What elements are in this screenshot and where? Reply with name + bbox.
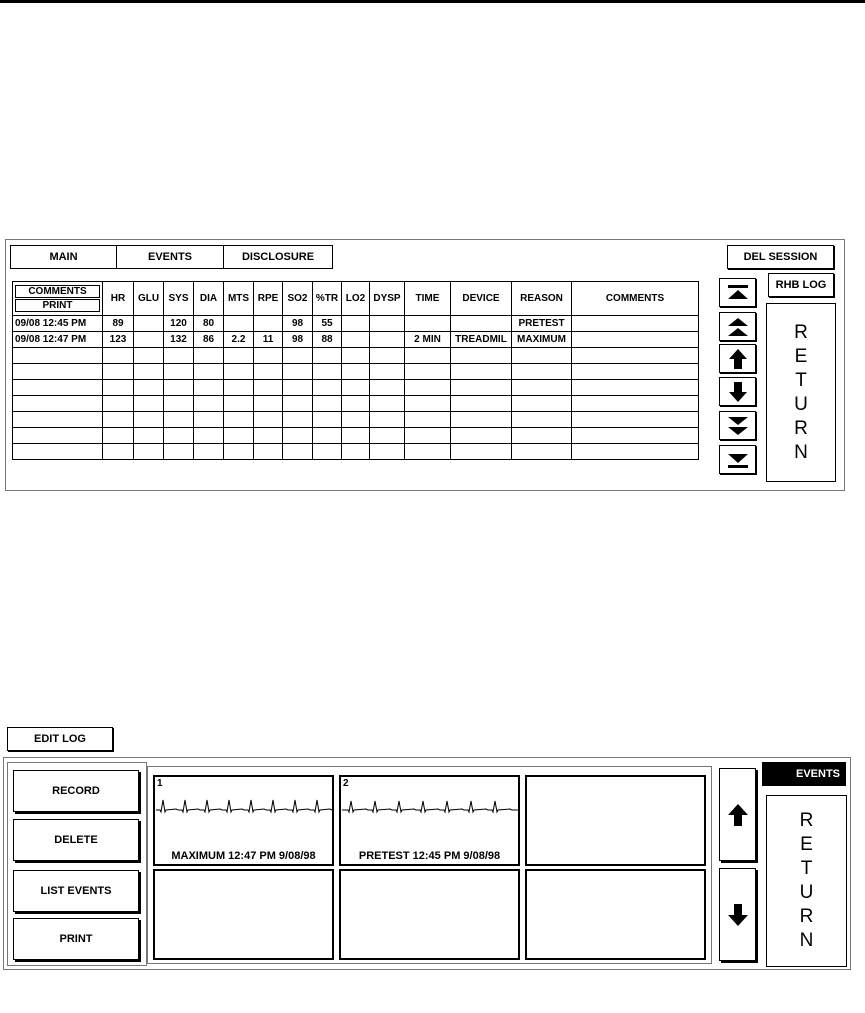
event-thumbnail[interactable] xyxy=(339,775,520,866)
scroll-bottom-button[interactable] xyxy=(719,445,756,474)
table-cell xyxy=(313,364,342,380)
arrow-up-icon xyxy=(728,348,748,370)
column-header: RPE xyxy=(254,282,283,316)
table-cell xyxy=(370,364,405,380)
table-cell xyxy=(342,412,370,428)
table-cell: 2 MIN xyxy=(405,332,451,348)
table-cell xyxy=(164,412,194,428)
table-cell: MAXIMUM xyxy=(512,332,572,348)
table-cell xyxy=(164,364,194,380)
table-cell xyxy=(512,348,572,364)
event-number: 2 xyxy=(343,778,349,789)
table-cell xyxy=(134,428,164,444)
print-button[interactable]: PRINT xyxy=(15,299,100,312)
table-cell xyxy=(283,396,313,412)
return-letter: E xyxy=(794,345,808,367)
table-cell xyxy=(103,428,134,444)
table-cell xyxy=(451,412,512,428)
row-datetime xyxy=(13,364,103,380)
table-cell xyxy=(254,412,283,428)
table-cell xyxy=(224,428,254,444)
return-letter: U xyxy=(799,882,814,903)
table-cell: TREADMIL xyxy=(451,332,512,348)
table-cell xyxy=(342,380,370,396)
comments-button[interactable]: COMMENTS xyxy=(15,285,100,298)
table-cell xyxy=(370,396,405,412)
table-cell xyxy=(194,348,224,364)
table-cell xyxy=(572,332,699,348)
return-letter: U xyxy=(794,393,808,415)
arrow-up-icon xyxy=(727,803,749,827)
table-cell xyxy=(342,428,370,444)
table-cell xyxy=(194,380,224,396)
table-cell xyxy=(224,380,254,396)
row-datetime xyxy=(13,380,103,396)
row-datetime: 09/08 12:45 PM xyxy=(13,316,103,332)
table-cell xyxy=(451,364,512,380)
table-cell xyxy=(451,428,512,444)
table-cell xyxy=(134,316,164,332)
arrow-up-button[interactable] xyxy=(719,344,756,373)
table-cell: 89 xyxy=(103,316,134,332)
table-cell xyxy=(313,396,342,412)
page-down-button[interactable] xyxy=(719,411,756,440)
table-cell xyxy=(342,396,370,412)
return-letter: N xyxy=(794,441,808,463)
table-cell xyxy=(164,428,194,444)
return-letter: T xyxy=(800,858,813,879)
arrow-down-icon xyxy=(728,381,748,403)
return-button[interactable] xyxy=(766,795,847,967)
table-header-row xyxy=(13,282,699,316)
table-cell xyxy=(103,412,134,428)
delete-button[interactable]: DELETE xyxy=(13,819,139,861)
table-cell xyxy=(342,332,370,348)
column-header: TIME xyxy=(405,282,451,316)
table-cell: 123 xyxy=(103,332,134,348)
rhb-log-panel xyxy=(5,239,845,491)
return-letter: E xyxy=(800,834,813,855)
table-cell: 120 xyxy=(164,316,194,332)
table-cell xyxy=(572,380,699,396)
table-row[interactable] xyxy=(13,396,699,412)
tab-main[interactable]: MAIN xyxy=(10,245,117,269)
table-cell xyxy=(164,380,194,396)
table-cell xyxy=(405,316,451,332)
table-cell xyxy=(370,380,405,396)
table-cell xyxy=(283,444,313,460)
table-cell xyxy=(342,364,370,380)
table-cell xyxy=(283,380,313,396)
table-cell xyxy=(572,412,699,428)
top-divider xyxy=(0,0,865,3)
table-cell xyxy=(342,316,370,332)
event-caption: PRETEST 12:45 PM 9/08/98 xyxy=(358,850,501,862)
table-cell xyxy=(370,348,405,364)
table-cell xyxy=(370,428,405,444)
event-thumbnail[interactable] xyxy=(153,775,334,866)
table-cell xyxy=(512,428,572,444)
row-datetime xyxy=(13,444,103,460)
event-thumbnail-grid xyxy=(147,766,712,964)
table-cell: 98 xyxy=(283,316,313,332)
column-header: MTS xyxy=(224,282,254,316)
table-cell: 2.2 xyxy=(224,332,254,348)
table-cell xyxy=(103,444,134,460)
table-cell xyxy=(134,380,164,396)
table-row[interactable] xyxy=(13,444,699,460)
column-header: GLU xyxy=(134,282,164,316)
list-events-button[interactable]: LIST EVENTS xyxy=(13,870,139,912)
table-cell xyxy=(254,380,283,396)
table-cell xyxy=(572,396,699,412)
table-cell xyxy=(254,396,283,412)
table-cell xyxy=(224,412,254,428)
table-cell xyxy=(194,444,224,460)
table-cell xyxy=(164,348,194,364)
arrow-down-button[interactable] xyxy=(719,377,756,406)
rhb-log-button[interactable]: RHB LOG xyxy=(768,273,834,297)
ecg-waveform xyxy=(342,795,518,815)
table-cell xyxy=(134,332,164,348)
table-cell xyxy=(103,364,134,380)
table-cell xyxy=(313,428,342,444)
column-header: DYSP xyxy=(370,282,405,316)
table-cell xyxy=(572,348,699,364)
column-header: SYS xyxy=(164,282,194,316)
table-cell xyxy=(134,364,164,380)
table-cell xyxy=(451,380,512,396)
event-caption: MAXIMUM 12:47 PM 9/08/98 xyxy=(171,850,316,862)
table-cell xyxy=(224,348,254,364)
events-label: EVENTS xyxy=(762,762,846,786)
table-cell xyxy=(512,412,572,428)
table-cell xyxy=(134,412,164,428)
row-datetime: 09/08 12:47 PM xyxy=(13,332,103,348)
table-cell: 98 xyxy=(283,332,313,348)
print-button[interactable]: PRINT xyxy=(13,918,139,960)
table-cell xyxy=(224,364,254,380)
table-cell xyxy=(283,348,313,364)
table-cell: 55 xyxy=(313,316,342,332)
event-number: 1 xyxy=(157,778,163,789)
table-row[interactable] xyxy=(13,348,699,364)
column-header: REASON xyxy=(512,282,572,316)
comments-print-header xyxy=(13,282,103,316)
ecg-waveform xyxy=(156,795,332,815)
return-letter: R xyxy=(799,810,814,831)
table-row[interactable] xyxy=(13,428,699,444)
table-cell xyxy=(512,364,572,380)
return-button[interactable] xyxy=(766,303,836,482)
table-cell xyxy=(194,412,224,428)
table-row[interactable] xyxy=(13,316,699,332)
row-datetime xyxy=(13,396,103,412)
table-cell xyxy=(313,380,342,396)
table-cell xyxy=(224,444,254,460)
tab-events[interactable]: EVENTS xyxy=(116,245,224,269)
table-cell xyxy=(572,428,699,444)
table-cell xyxy=(283,412,313,428)
column-header: COMMENTS xyxy=(572,282,699,316)
return-letter: R xyxy=(794,417,808,439)
column-header: LO2 xyxy=(342,282,370,316)
scroll-top-button[interactable] xyxy=(719,278,756,307)
page-up-button[interactable] xyxy=(719,312,756,341)
column-header: DIA xyxy=(194,282,224,316)
table-cell xyxy=(134,348,164,364)
table-cell: 132 xyxy=(164,332,194,348)
table-cell xyxy=(512,444,572,460)
table-row[interactable] xyxy=(13,364,699,380)
table-cell xyxy=(224,316,254,332)
table-cell xyxy=(313,412,342,428)
events-scroll-down-button[interactable] xyxy=(719,868,756,961)
column-header: SO2 xyxy=(283,282,313,316)
table-cell xyxy=(254,316,283,332)
table-cell xyxy=(370,316,405,332)
table-cell xyxy=(512,396,572,412)
table-cell xyxy=(405,380,451,396)
table-cell xyxy=(194,428,224,444)
table-cell xyxy=(254,364,283,380)
table-cell xyxy=(103,396,134,412)
table-cell xyxy=(451,444,512,460)
scroll-bottom-icon xyxy=(726,450,750,470)
table-cell xyxy=(254,444,283,460)
table-cell xyxy=(512,380,572,396)
table-cell xyxy=(342,444,370,460)
return-letter: N xyxy=(799,930,814,951)
table-cell xyxy=(313,444,342,460)
event-thumbnail-empty[interactable] xyxy=(525,869,706,960)
table-cell xyxy=(164,396,194,412)
event-actions-group xyxy=(7,762,147,966)
table-cell xyxy=(134,444,164,460)
return-letter: R xyxy=(799,906,814,927)
row-datetime xyxy=(13,412,103,428)
table-cell xyxy=(405,364,451,380)
table-cell xyxy=(313,348,342,364)
table-cell xyxy=(134,396,164,412)
scroll-top-icon xyxy=(726,283,750,303)
table-cell xyxy=(103,380,134,396)
column-header: DEVICE xyxy=(451,282,512,316)
edit-log-button[interactable]: EDIT LOG xyxy=(7,727,113,751)
events-panel xyxy=(3,757,851,970)
table-cell xyxy=(405,348,451,364)
table-cell xyxy=(405,428,451,444)
table-cell xyxy=(283,364,313,380)
page-down-icon xyxy=(726,415,750,437)
return-letter: R xyxy=(794,321,808,343)
table-cell xyxy=(451,396,512,412)
table-cell xyxy=(164,444,194,460)
table-cell xyxy=(451,316,512,332)
table-row[interactable] xyxy=(13,412,699,428)
table-cell xyxy=(283,428,313,444)
table-cell xyxy=(370,332,405,348)
table-cell xyxy=(370,412,405,428)
table-cell: 11 xyxy=(254,332,283,348)
table-cell xyxy=(342,348,370,364)
table-row[interactable] xyxy=(13,380,699,396)
table-cell: 80 xyxy=(194,316,224,332)
log-table xyxy=(12,281,699,460)
table-cell xyxy=(194,364,224,380)
tab-disclosure[interactable]: DISCLOSURE xyxy=(223,245,333,269)
table-cell: 86 xyxy=(194,332,224,348)
table-cell xyxy=(103,348,134,364)
table-cell xyxy=(572,444,699,460)
column-header: HR xyxy=(103,282,134,316)
page-up-icon xyxy=(726,316,750,338)
event-thumbnail-empty[interactable] xyxy=(525,775,706,866)
arrow-down-icon xyxy=(727,903,749,927)
events-scroll-up-button[interactable] xyxy=(719,768,756,861)
table-cell xyxy=(224,396,254,412)
table-cell xyxy=(572,364,699,380)
row-datetime xyxy=(13,348,103,364)
event-thumbnail-empty[interactable] xyxy=(339,869,520,960)
return-letter: T xyxy=(795,369,807,391)
table-row[interactable] xyxy=(13,332,699,348)
record-button[interactable]: RECORD xyxy=(13,770,139,812)
row-datetime xyxy=(13,428,103,444)
table-cell: PRETEST xyxy=(512,316,572,332)
del-session-button[interactable]: DEL SESSION xyxy=(727,245,834,269)
table-cell xyxy=(405,396,451,412)
column-header: %TR xyxy=(313,282,342,316)
table-cell xyxy=(451,348,512,364)
table-cell xyxy=(254,428,283,444)
table-cell xyxy=(370,444,405,460)
table-cell xyxy=(254,348,283,364)
table-cell xyxy=(405,444,451,460)
table-cell xyxy=(194,396,224,412)
event-thumbnail-empty[interactable] xyxy=(153,869,334,960)
table-cell: 88 xyxy=(313,332,342,348)
table-cell xyxy=(405,412,451,428)
table-cell xyxy=(572,316,699,332)
